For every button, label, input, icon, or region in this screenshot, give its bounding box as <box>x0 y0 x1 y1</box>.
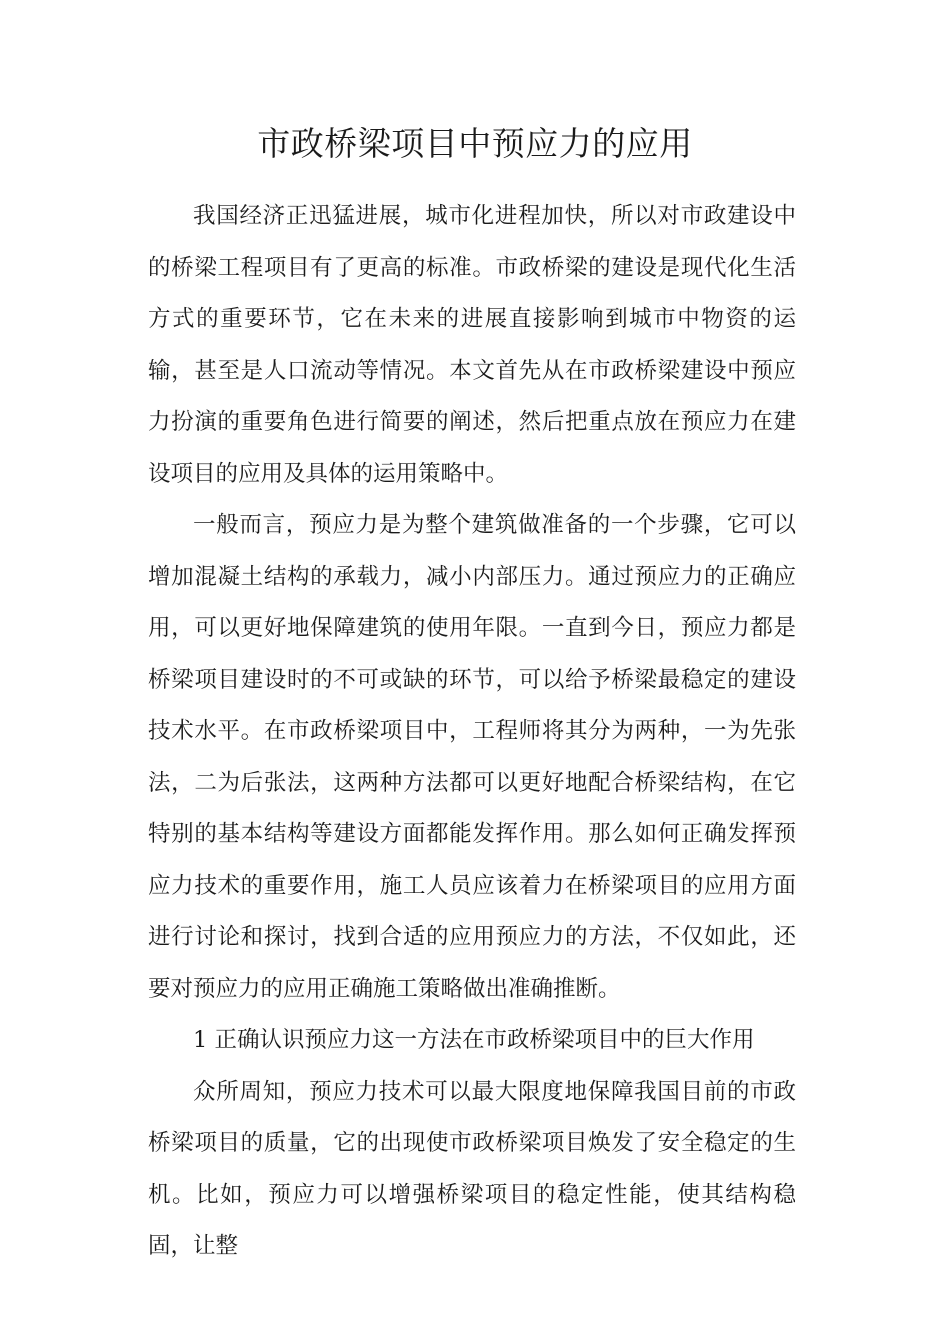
prestress-overview-paragraph: 一般而言，预应力是为整个建筑做准备的一个步骤，它可以增加混凝土结构的承载力，减小内部压力。通过预应力的正确应用，可以更好地保障建筑的使用年限。一直到今日，预应力都是桥梁项目建设时的不可或缺的环节，可以给予桥梁最稳定的建设技术水平。在市政桥梁项目中，工程师将其分为两种，一为先张法，二为后张法，这两种方法都可以更好地配合桥梁结构，在它特别的基本结构等建设方面都能发挥作用。那么如何正确发挥预应力技术的重要作用，施工人员应该着力在桥梁项目的应用方面进行讨论和探讨，找到合适的应用预应力的方法，不仅如此，还要对预应力的应用正确施工策略做出准确推断。 <box>148 512 796 1002</box>
intro-paragraph: 我国经济正迅猛进展，城市化进程加快，所以对市政建设中的桥梁工程项目有了更高的标准。市政桥梁的建设是现代化生活方式的重要环节，它在未来的进展直接影响到城市中物资的运输，甚至是人口流动等情况。本文首先从在市政桥梁建设中预应力扮演的重要角色进行简要的阐述，然后把重点放在预应力在建设项目的应用及具体的运用策略中。 <box>148 203 796 487</box>
document-body <box>148 191 796 1273</box>
section-heading: 1 正确认识预应力这一方法在市政桥梁项目中的巨大作用 <box>193 1027 755 1053</box>
section-paragraph: 众所周知，预应力技术可以最大限度地保障我国目前的市政桥梁项目的质量，它的出现使市政桥梁项目焕发了安全稳定的生机。比如，预应力可以增强桥梁项目的稳定性能，使其结构稳固，让整 <box>148 1078 796 1259</box>
document-title: 市政桥梁项目中预应力的应用 <box>257 124 693 163</box>
